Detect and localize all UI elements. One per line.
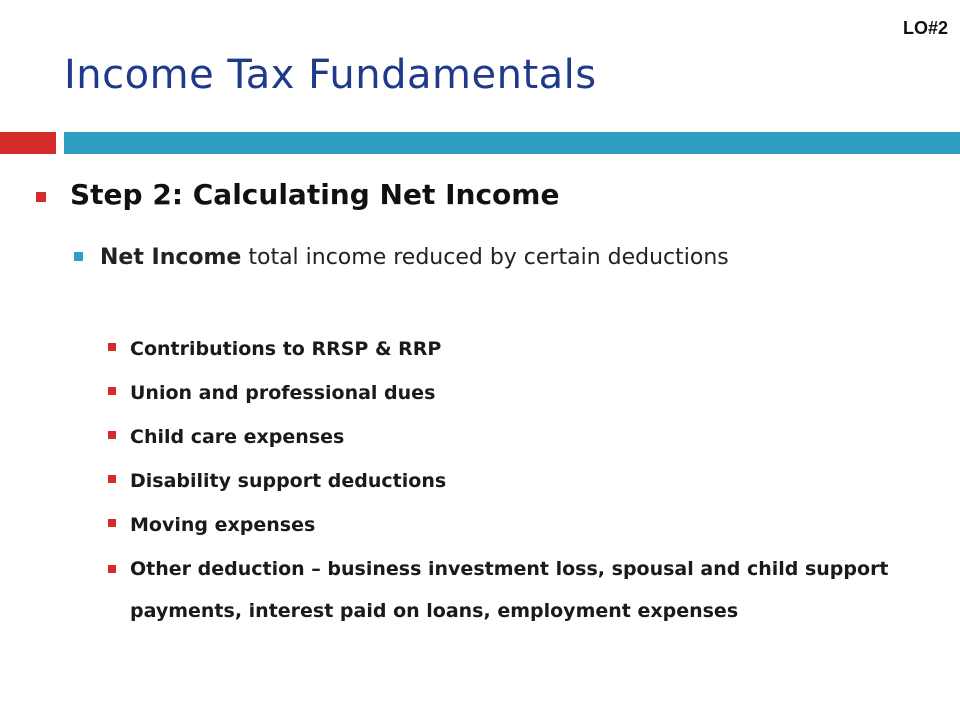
accent-bar-red xyxy=(0,132,56,154)
list-item xyxy=(130,334,930,378)
net-income-term: Net Income xyxy=(100,245,242,270)
square-bullet-icon xyxy=(74,252,83,261)
square-bullet-icon xyxy=(108,565,116,573)
deduction-text: Other deduction – business investment loss, spousal and child support payments, interest paid on loans, employment expenses xyxy=(130,558,889,622)
bullet-level1 xyxy=(70,178,930,211)
list-item xyxy=(130,548,930,632)
list-item xyxy=(130,378,930,422)
list-item xyxy=(130,466,930,510)
deduction-text: Moving expenses xyxy=(130,514,316,536)
square-bullet-icon xyxy=(36,192,46,202)
square-bullet-icon xyxy=(108,431,116,439)
deduction-text: Contributions to RRSP & RRP xyxy=(130,338,442,360)
list-item xyxy=(130,422,930,466)
net-income-definition: total income reduced by certain deductions xyxy=(241,245,729,270)
learning-objective-tag: LO#2 xyxy=(902,18,948,38)
accent-bar-blue xyxy=(64,132,960,154)
bullet-level2 xyxy=(100,238,820,278)
slide-title: Income Tax Fundamentals xyxy=(64,52,597,98)
deduction-text: Disability support deductions xyxy=(130,470,447,492)
square-bullet-icon xyxy=(108,519,116,527)
square-bullet-icon xyxy=(108,387,116,395)
deductions-list xyxy=(130,334,930,632)
square-bullet-icon xyxy=(108,475,116,483)
bullet-level1-text: Step 2: Calculating Net Income xyxy=(70,178,560,211)
deduction-text: Union and professional dues xyxy=(130,382,436,404)
deduction-text: Child care expenses xyxy=(130,426,345,448)
square-bullet-icon xyxy=(108,343,116,351)
